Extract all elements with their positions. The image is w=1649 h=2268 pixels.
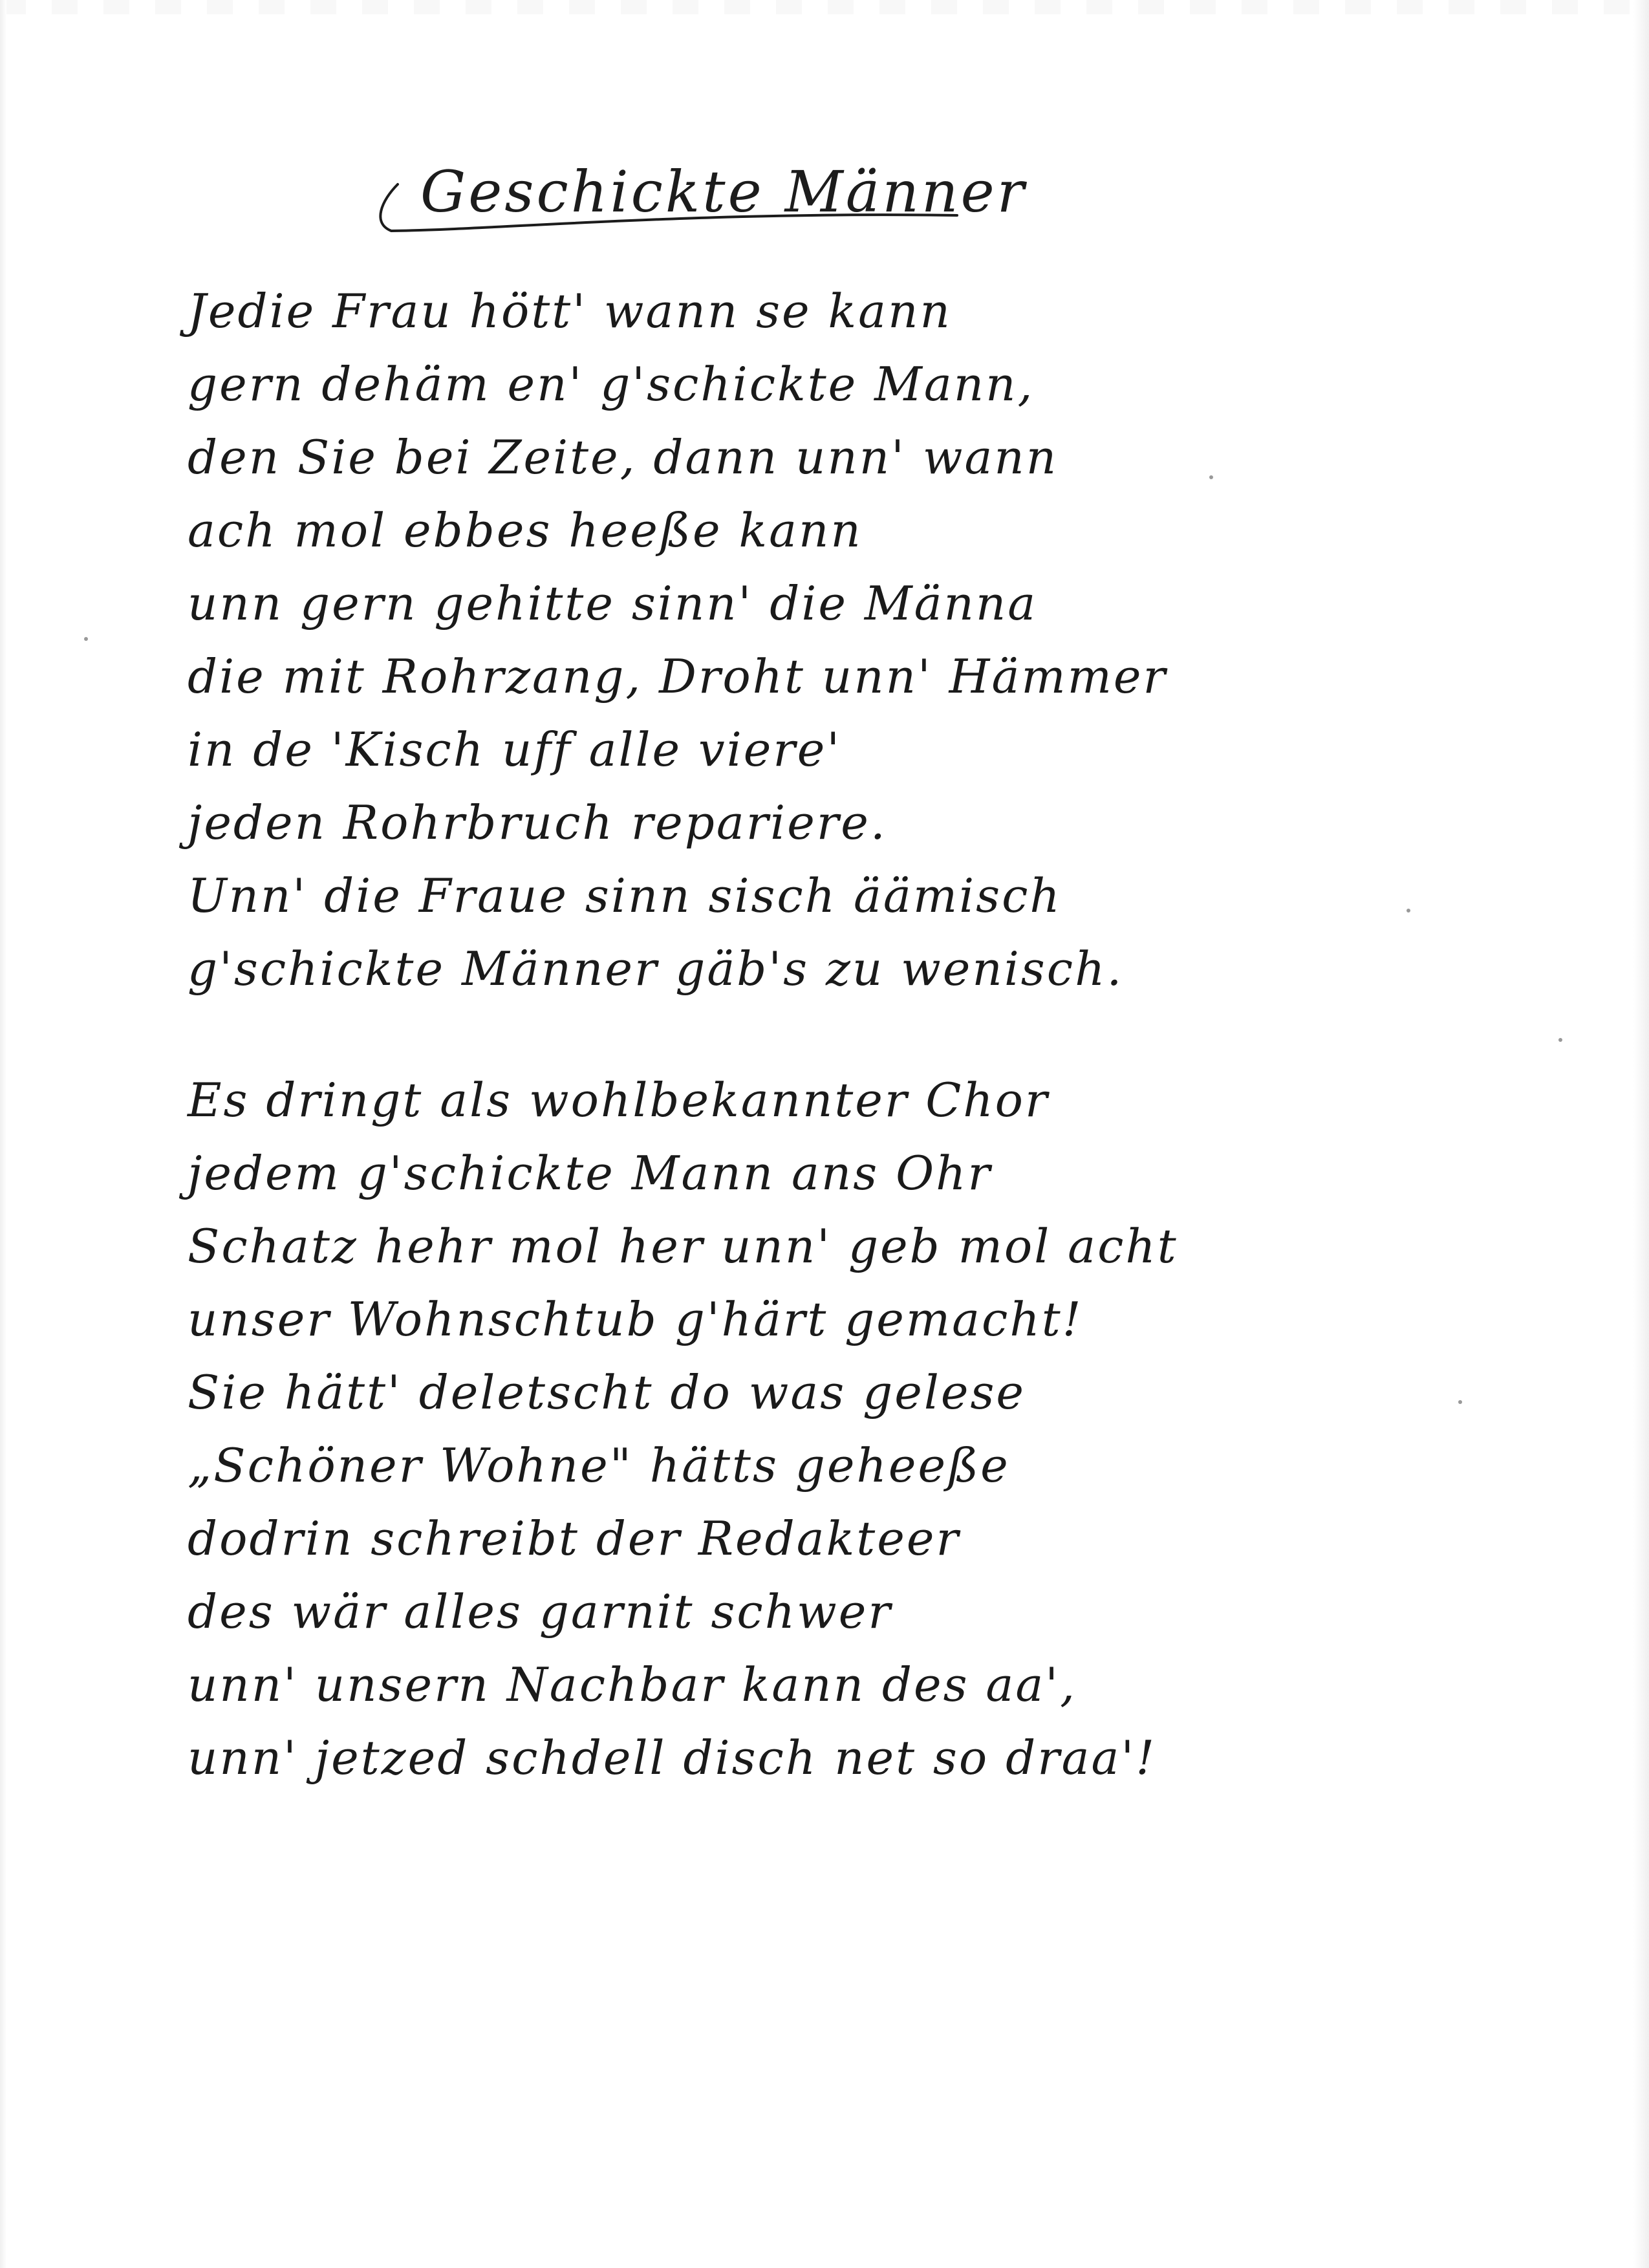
paper-speck bbox=[1458, 1400, 1462, 1404]
paper-speck bbox=[84, 637, 88, 641]
paper-edge-right bbox=[1633, 0, 1649, 2268]
poem-line: Es dringt als wohlbekannter Chor bbox=[188, 1073, 1050, 1127]
stanza-1 bbox=[188, 275, 1167, 1006]
poem-line: unn' unsern Nachbar kann des aa', bbox=[188, 1658, 1077, 1712]
paper-deckle-edge-top bbox=[0, 0, 1649, 14]
poem-line: Jedie Frau hött' wann se kann bbox=[188, 284, 952, 338]
poem-line: den Sie bei Zeite, dann unn' wann bbox=[188, 430, 1059, 484]
poem-line: unn gern gehitte sinn' die Männa bbox=[188, 576, 1038, 631]
poem-line: g'schickte Männer gäb's zu wenisch. bbox=[188, 942, 1124, 996]
paper-speck bbox=[1406, 909, 1410, 913]
paper-speck bbox=[1209, 475, 1213, 479]
poem-line: ach mol ebbes heeße kann bbox=[188, 503, 863, 557]
poem-line: die mit Rohrzang, Droht unn' Hämmer bbox=[188, 649, 1167, 704]
poem-line: Schatz hehr mol her unn' geb mol acht bbox=[188, 1219, 1178, 1273]
paper-speck bbox=[1558, 1038, 1562, 1042]
poem-line: in de 'Kisch uff alle viere' bbox=[188, 722, 842, 777]
poem-title: Geschickte Männer bbox=[420, 158, 1027, 225]
poem-line: „Schöner Wohne" hätts geheeße bbox=[188, 1438, 1010, 1493]
poem-line: unn' jetzed schdell disch net so draa'! bbox=[188, 1731, 1157, 1785]
poem-line: gern dehäm en' g'schickte Mann, bbox=[188, 357, 1035, 411]
stanza-2 bbox=[188, 1064, 1178, 1795]
paper-edge-left bbox=[0, 0, 6, 2268]
poem-line: dodrin schreibt der Redakteer bbox=[188, 1511, 960, 1566]
poem-line: Unn' die Fraue sinn sisch äämisch bbox=[188, 869, 1062, 923]
poem-line: jedem g'schickte Mann ans Ohr bbox=[188, 1146, 992, 1200]
poem-line: jeden Rohrbruch repariere. bbox=[188, 795, 887, 850]
poem-line: des wär alles garnit schwer bbox=[188, 1584, 892, 1639]
poem-title-block bbox=[369, 139, 1027, 243]
poem-line: unser Wohnschtub g'härt gemacht! bbox=[188, 1292, 1083, 1346]
poem-line: Sie hätt' deletscht do was gelese bbox=[188, 1365, 1026, 1420]
